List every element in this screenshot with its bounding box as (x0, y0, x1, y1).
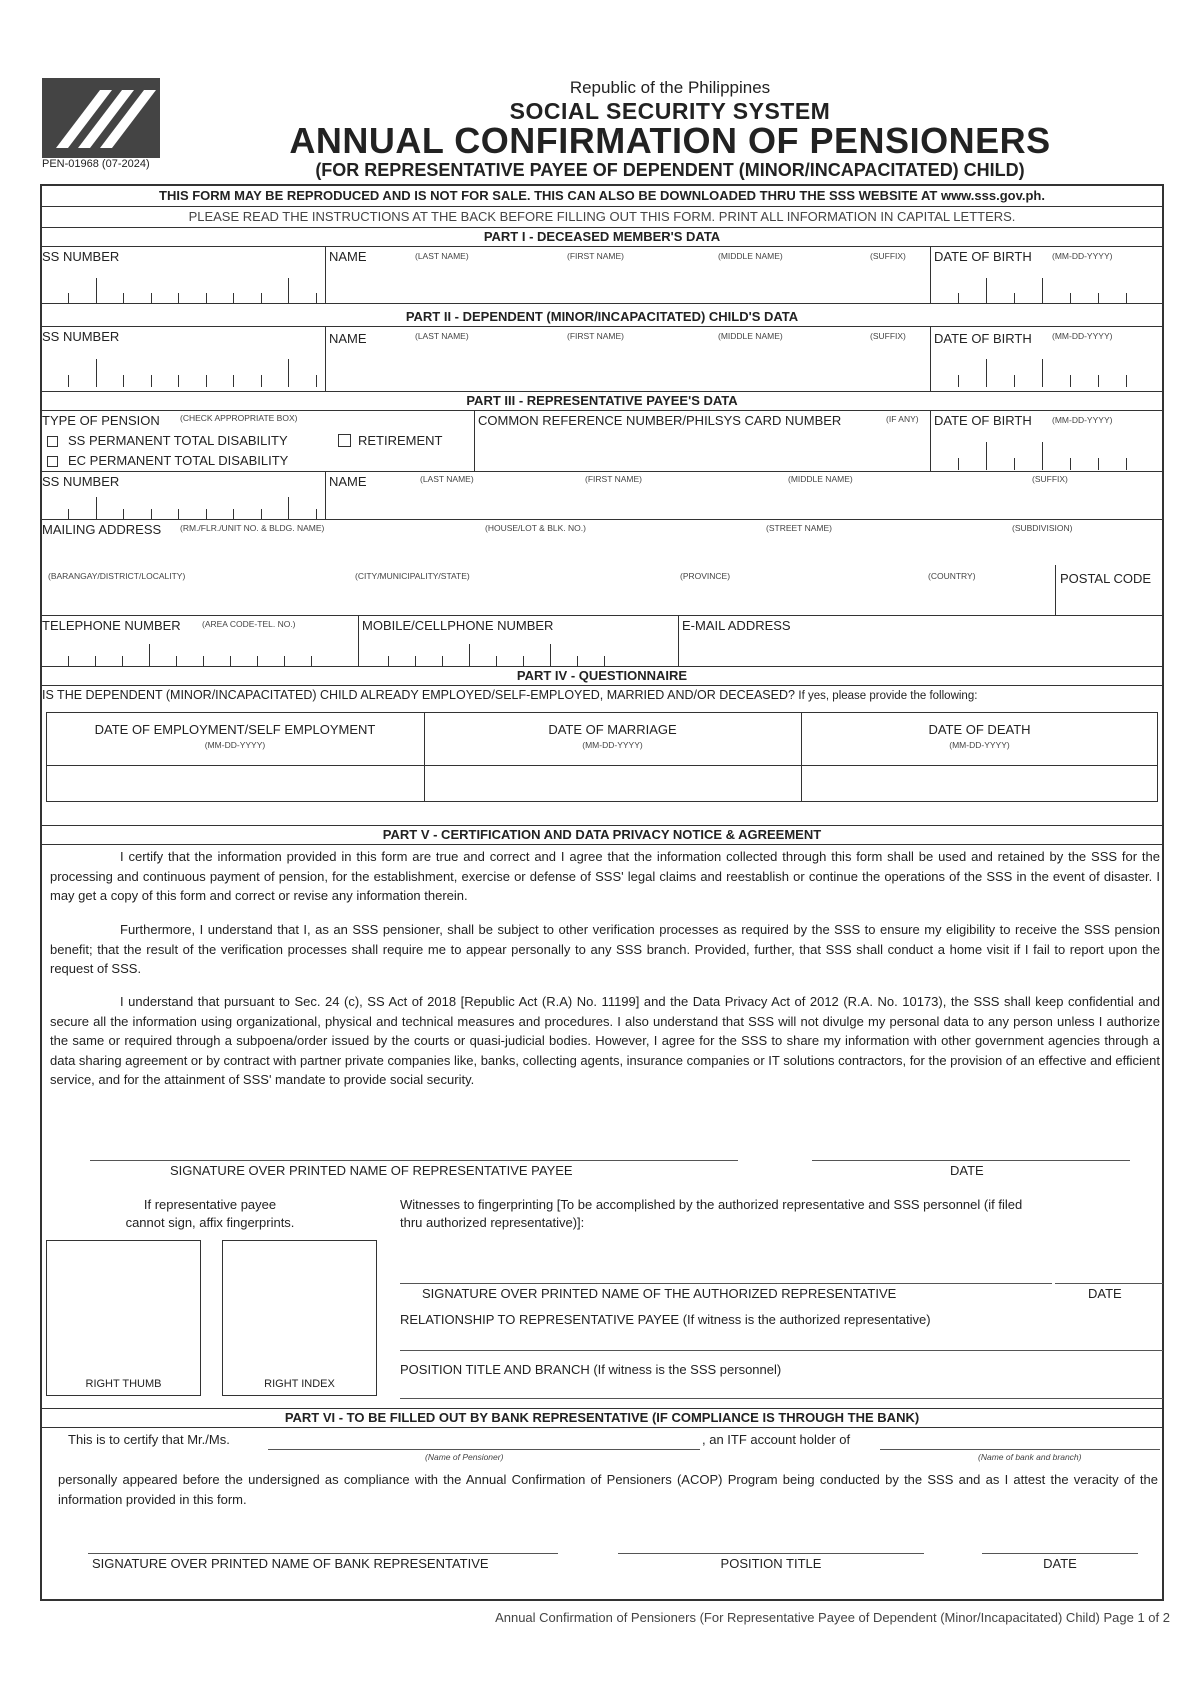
form-title: ANNUAL CONFIRMATION OF PENSIONERS (289, 120, 1051, 161)
part1-dob-fmt: (MM-DD-YYYY) (1052, 251, 1113, 261)
mailing-address-label: MAILING ADDRESS (42, 522, 162, 537)
part3-suffix-hint: (SUFFIX) (1032, 474, 1068, 484)
bank-rep-signature-label: SIGNATURE OVER PRINTED NAME OF BANK REPRESENTATIVE (92, 1556, 489, 1571)
part1-title: PART I - DECEASED MEMBER'S DATA (483, 229, 721, 244)
authorized-date-label: DATE (1088, 1286, 1122, 1301)
part3-ss-comb[interactable] (68, 495, 317, 519)
country-hint: (COUNTRY) (928, 571, 976, 581)
part3-middle-hint: (MIDDLE NAME) (788, 474, 853, 484)
part2-name-field[interactable] (330, 348, 926, 388)
part2-name-label: NAME (329, 331, 367, 346)
part3-name-field[interactable] (330, 490, 1160, 518)
part2-suffix-hint: (SUFFIX) (870, 331, 906, 341)
part1-last-hint: (LAST NAME) (415, 251, 469, 261)
authorized-date-field[interactable] (1055, 1252, 1163, 1282)
part6-title: PART VI - TO BE FILLED OUT BY BANK REPRESENTATIVE (IF COMPLIANCE IS THROUGH THE BANK) (284, 1410, 920, 1425)
barangay-hint: (BARANGAY/DISTRICT/LOCALITY) (48, 571, 186, 581)
postal-code-label: POSTAL CODE (1060, 571, 1152, 586)
form-subtitle: (FOR REPRESENTATIVE PAYEE OF DEPENDENT (MINOR/INCAPACITATED) CHILD) (315, 160, 1025, 180)
right-thumb-box[interactable] (46, 1240, 201, 1396)
reproduce-notice: THIS FORM MAY BE REPRODUCED AND IS NOT FOR SALE. THIS CAN ALSO BE DOWNLOADED THRU THE SSS WEBSITE AT www.sss.gov.ph. (159, 188, 1045, 203)
postal-code-field[interactable] (1060, 590, 1160, 614)
name-pensioner-hint: (Name of Pensioner) (425, 1452, 504, 1462)
part3-dob-label: DATE OF BIRTH (934, 413, 1032, 428)
ec-ptd-checkbox[interactable] (47, 456, 58, 467)
fingerprint-note-1: If representative payee (143, 1197, 277, 1212)
right-thumb-label: RIGHT THUMB (85, 1378, 162, 1390)
right-index-label: RIGHT INDEX (264, 1378, 335, 1390)
part1-suffix-hint: (SUFFIX) (870, 251, 906, 261)
witness-note-2: thru authorized representative)]: (400, 1215, 585, 1230)
part3-first-hint: (FIRST NAME) (585, 474, 642, 484)
position-branch-field[interactable] (400, 1380, 1163, 1398)
part3-ss-label: SS NUMBER (42, 474, 120, 489)
col-marriage: DATE OF MARRIAGE (548, 722, 677, 737)
bank-rep-position-label: POSITION TITLE (720, 1556, 822, 1571)
itf-label: , an ITF account holder of (702, 1432, 851, 1447)
col-employment-fmt: (MM-DD-YYYY) (204, 740, 266, 750)
col-death-fmt: (MM-DD-YYYY) (949, 740, 1010, 750)
bank-branch-field[interactable] (880, 1430, 1160, 1449)
part2-dob-fmt: (MM-DD-YYYY) (1052, 331, 1113, 341)
part3-name-label: NAME (329, 474, 367, 489)
bank-rep-position-field[interactable] (618, 1530, 924, 1552)
mobile-comb[interactable] (388, 642, 605, 666)
part1-ss-comb[interactable] (68, 276, 317, 303)
part2-title: PART II - DEPENDENT (MINOR/INCAPACITATED) CHILD'S DATA (405, 309, 799, 324)
house-hint: (HOUSE/LOT & BLK. NO.) (485, 523, 586, 533)
email-label: E-MAIL ADDRESS (682, 618, 791, 633)
position-branch-label: POSITION TITLE AND BRANCH (If witness is the SSS personnel) (400, 1362, 782, 1377)
part3-dob-fmt: (MM-DD-YYYY) (1052, 415, 1113, 425)
part2-last-hint: (LAST NAME) (415, 331, 469, 341)
marriage-date-field[interactable] (426, 767, 799, 800)
payee-signature-field[interactable] (90, 1128, 738, 1158)
telephone-label: TELEPHONE NUMBER (42, 618, 181, 633)
part2-first-hint: (FIRST NAME) (567, 331, 624, 341)
mobile-label: MOBILE/CELLPHONE NUMBER (362, 618, 554, 633)
street-hint: (STREET NAME) (766, 523, 832, 533)
sss-logo (42, 78, 160, 158)
bank-rep-signature-field[interactable] (88, 1530, 558, 1552)
page-footer: Annual Confirmation of Pensioners (For Representative Payee of Dependent (Minor/Incapacitated) Child) Page 1 of 2 (495, 1610, 1170, 1625)
bank-rep-date-field[interactable] (982, 1530, 1138, 1552)
right-index-box[interactable] (222, 1240, 377, 1396)
question-followup: If yes, please provide the following: (798, 690, 978, 702)
question-text: IS THE DEPENDENT (MINOR/INCAPACITATED) CHILD ALREADY EMPLOYED/SELF-EMPLOYED, MARRIED AND/OR DECEASED? (42, 688, 795, 702)
pensioner-name-field[interactable] (268, 1430, 700, 1449)
certification-paragraph: I certify that the information provided in this form are true and correct and I agree that the information collected through this form shall be used and retained by the SSS for the processing and continuous payment of pension, for the establishment, exercise or defense of SSS' legal claims and reestablish or continue the operations of the SSS in the event of disaster. I may get a copy of this form and correct or revise any information therein. (50, 849, 1160, 903)
part1-dob-comb[interactable] (958, 276, 1127, 303)
authorized-signature-field[interactable] (400, 1252, 1052, 1282)
part2-dob-comb[interactable] (958, 357, 1127, 387)
ss-ptd-checkbox[interactable] (47, 436, 58, 447)
fingerprint-note-2: cannot sign, affix fingerprints. (125, 1215, 295, 1230)
part1-first-hint: (FIRST NAME) (567, 251, 624, 261)
appearance-paragraph: personally appeared before the undersigned as compliance with the Annual Confirmation of Pensioners (ACOP) Program being conducted by the SSS and as I attest the veracity of the information provided in this form. (58, 1472, 1158, 1507)
privacy-paragraph: I understand that pursuant to Sec. 24 (c), SS Act of 2018 [Republic Act (R.A) No. 11199] and the Data Privacy Act of 2012 (R.A. No. 10173), the SSS shall keep confidential and secure all the information using organizational, physical and technical measures and procedures. I also understand that SSS will not divulge my personal data to any person unless I authorize the same or required through a subpoena/order issued by the courts or quasi-judicial bodies. However, I agree for the SSS to share my information with other government agencies through a data sharing agreement or by contract with partner private companies like, banks, collecting agents, insurance companies or IT solutions contractors, for the provision of an effective and efficient service, and for the attainment of SSS' mandate to provide social security. (50, 994, 1160, 1087)
employment-date-field[interactable] (48, 767, 422, 800)
part1-ss-label: SS NUMBER (42, 249, 120, 264)
part2-ss-label: SS NUMBER (42, 329, 120, 344)
part3-last-hint: (LAST NAME) (420, 474, 474, 484)
mailing-address-line2[interactable] (44, 585, 1050, 613)
subdivision-hint: (SUBDIVISION) (1012, 523, 1073, 533)
payee-signature-label: SIGNATURE OVER PRINTED NAME OF REPRESENTATIVE PAYEE (170, 1163, 573, 1178)
col-marriage-fmt: (MM-DD-YYYY) (582, 740, 643, 750)
name-bank-hint: (Name of bank and branch) (978, 1452, 1082, 1462)
col-employment: DATE OF EMPLOYMENT/SELF EMPLOYMENT (94, 722, 376, 737)
agency-name: SOCIAL SECURITY SYSTEM (509, 98, 831, 124)
part1-name-field[interactable] (330, 266, 926, 302)
relationship-field[interactable] (400, 1330, 1163, 1350)
payee-date-field[interactable] (812, 1128, 1130, 1158)
city-hint: (CITY/MUNICIPALITY/STATE) (355, 571, 470, 581)
part3-dob-comb[interactable] (958, 440, 1127, 470)
province-hint: (PROVINCE) (680, 571, 731, 581)
retirement-checkbox[interactable] (338, 434, 351, 447)
instructions-notice: PLEASE READ THE INSTRUCTIONS AT THE BACK BEFORE FILLING OUT THIS FORM. PRINT ALL INFORMATION IN CAPITAL LETTERS. (188, 209, 1016, 224)
check-box-hint: (CHECK APPROPRIATE BOX) (180, 413, 298, 423)
verification-paragraph: Furthermore, I understand that I, as an SSS pensioner, shall be subject to other verification processes as required by the SSS to ensure my eligibility to receive the SSS pension benefit; that the result of the verification processes shall require me to appear personally to any SSS branch. Provided, further, that SSS shall conduct a home visit if I fail to report upon the request of SSS. (50, 922, 1160, 976)
crn-field[interactable] (478, 430, 926, 468)
col-death: DATE OF DEATH (928, 722, 1031, 737)
crn-label: COMMON REFERENCE NUMBER/PHILSYS CARD NUMBER (478, 413, 842, 428)
part4-title: PART IV - QUESTIONNAIRE (516, 668, 688, 683)
rm-hint: (RM./FLR./UNIT NO. & BLDG. NAME) (180, 523, 325, 533)
part2-middle-hint: (MIDDLE NAME) (718, 331, 783, 341)
retirement-label: RETIREMENT (358, 433, 443, 448)
form-code: PEN-01968 (07-2024) (42, 158, 150, 170)
part1-middle-hint: (MIDDLE NAME) (718, 251, 783, 261)
questionnaire-question (42, 688, 977, 702)
area-code-hint: (AREA CODE-TEL. NO.) (202, 619, 296, 629)
part3-title: PART III - REPRESENTATIVE PAYEE'S DATA (466, 393, 738, 408)
republic-label: Republic of the Philippines (569, 78, 771, 97)
ec-ptd-label: EC PERMANENT TOTAL DISABILITY (68, 453, 289, 468)
authorized-signature-label: SIGNATURE OVER PRINTED NAME OF THE AUTHORIZED REPRESENTATIVE (422, 1286, 897, 1301)
part1-name-label: NAME (329, 249, 367, 264)
witness-note-1: Witnesses to fingerprinting [To be accomplished by the authorized representative and SSS personnel (if filed (400, 1197, 1023, 1212)
death-date-field[interactable] (803, 767, 1156, 800)
part5-title: PART V - CERTIFICATION AND DATA PRIVACY NOTICE & AGREEMENT (382, 827, 822, 842)
crn-if-any: (IF ANY) (886, 414, 919, 424)
part1-dob-label: DATE OF BIRTH (934, 249, 1032, 264)
relationship-label: RELATIONSHIP TO REPRESENTATIVE PAYEE (If witness is the authorized representative) (400, 1312, 931, 1327)
email-field[interactable] (682, 636, 1160, 664)
type-of-pension-label: TYPE OF PENSION (42, 413, 160, 428)
ss-ptd-label: SS PERMANENT TOTAL DISABILITY (68, 433, 288, 448)
mailing-address-line1[interactable] (44, 538, 1160, 562)
part2-dob-label: DATE OF BIRTH (934, 331, 1032, 346)
telephone-comb[interactable] (68, 642, 312, 666)
part2-ss-comb[interactable] (68, 357, 317, 387)
payee-date-label: DATE (950, 1163, 984, 1178)
bank-rep-date-label: DATE (1043, 1556, 1077, 1571)
certify-label: This is to certify that Mr./Ms. (68, 1432, 230, 1447)
